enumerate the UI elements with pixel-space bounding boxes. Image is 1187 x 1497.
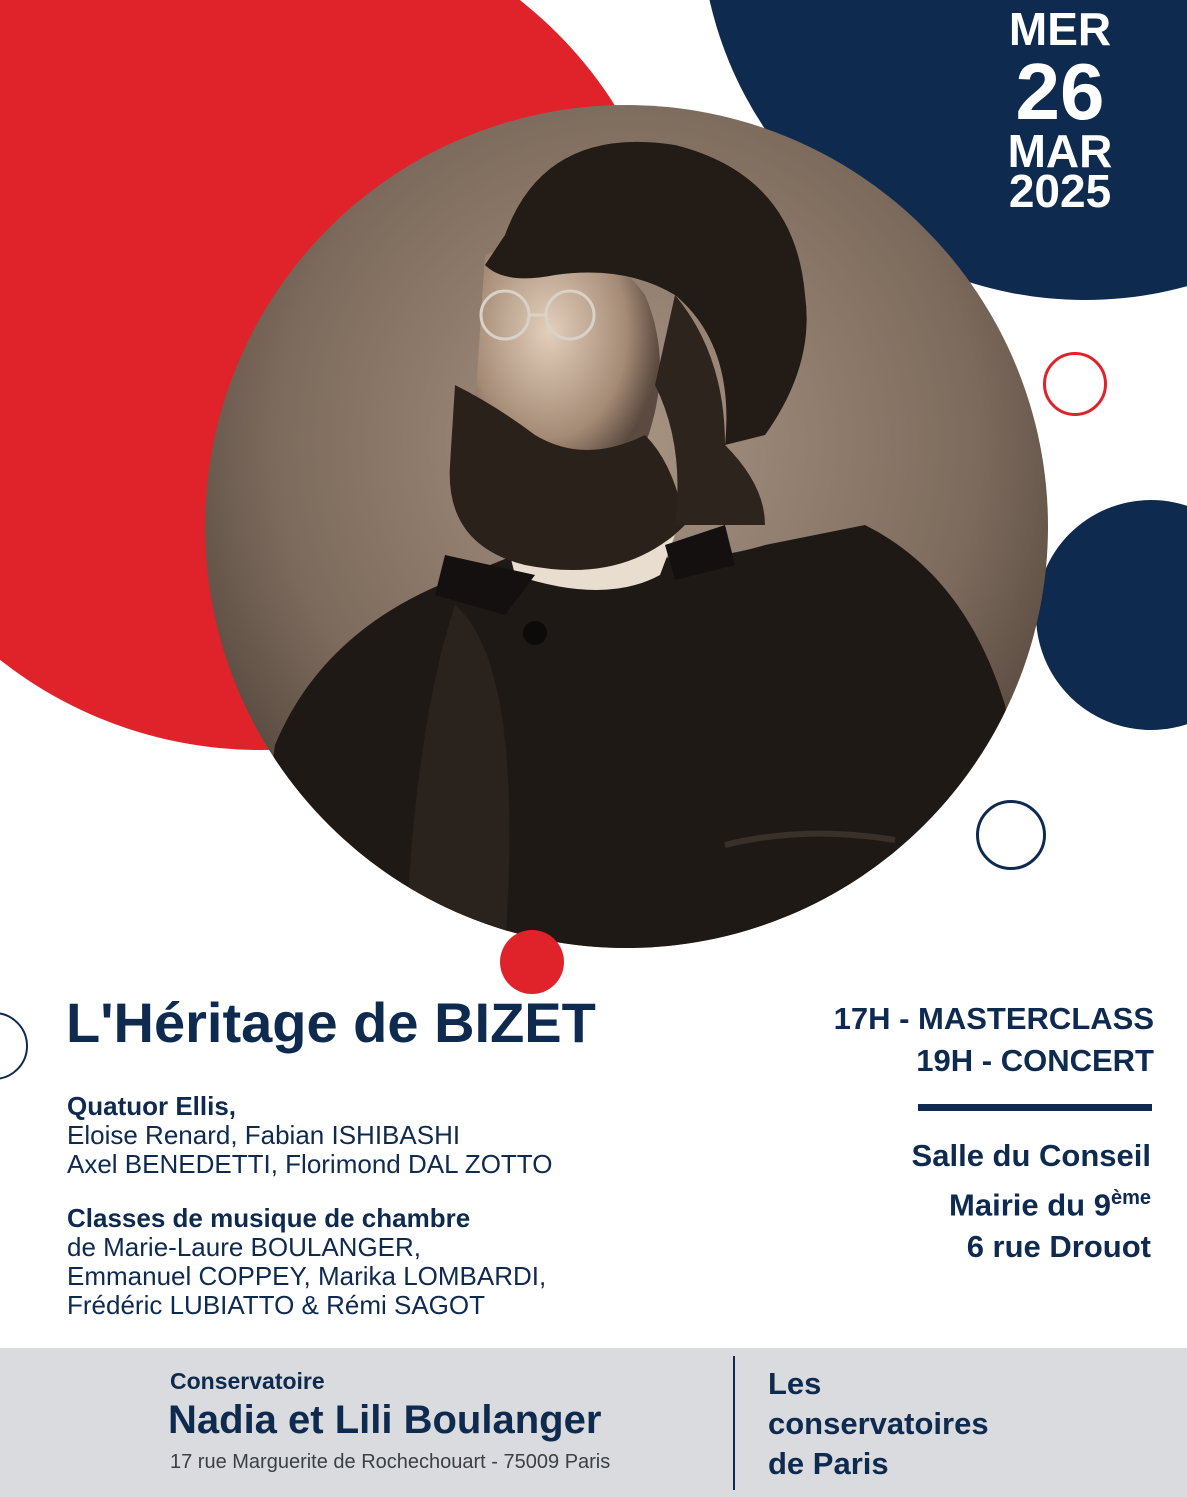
composer-portrait [205,105,1048,948]
classes-teachers-line: de Marie-Laure BOULANGER, [67,1232,422,1262]
classes-teachers-line: Emmanuel COPPEY, Marika LOMBARDI, [67,1261,547,1291]
divider-line [918,1104,1152,1111]
venue-hall [912,1177,1151,1226]
venue-hall-text: Mairie du 9 [949,1187,1111,1223]
date-weekday: MER [1008,3,1112,55]
network-line: de Paris [768,1446,889,1481]
navy-ring-decor [976,800,1046,870]
venue [912,1135,1151,1268]
navy-decor-circle-right [1036,500,1187,730]
classes-heading: Classes de musique de chambre [67,1203,471,1233]
ensemble-members-line: Eloise Renard, Fabian ISHIBASHI [67,1120,461,1150]
performers-block [67,1092,552,1179]
navy-ring-decor-left [0,1012,28,1080]
footer-label: Conservatoire [170,1368,325,1394]
network-line: Les [768,1366,822,1401]
event-title: L'Héritage de BIZET [66,991,596,1054]
portrait-image [205,105,1048,948]
conservatoire-address: 17 rue Marguerite de Rochechouart - 75009 Paris [170,1451,611,1473]
date-year: 2025 [1008,165,1112,217]
classes-block [67,1204,546,1320]
footer-separator [733,1356,735,1490]
ensemble-name: Quatuor Ellis, [67,1091,237,1121]
event-date [985,3,1135,217]
date-month: MAR [1007,125,1113,177]
red-ring-decor [1043,352,1107,416]
footer [0,1348,1187,1497]
ensemble-members-line: Axel BENEDETTI, Florimond DAL ZOTTO [67,1149,553,1179]
venue-hall-suffix: ème [1110,1187,1151,1209]
venue-room: Salle du Conseil [911,1138,1151,1173]
venue-address: 6 rue Drouot [966,1229,1151,1265]
conservatoire-name: Nadia et Lili Boulanger [168,1398,602,1442]
schedule-concert: 19H - CONCERT [916,1043,1154,1078]
network-line: conservatoires [768,1406,989,1441]
red-dot-decor [500,930,564,994]
schedule [834,998,1154,1082]
schedule-masterclass: 17H - MASTERCLASS [833,1001,1154,1036]
date-day: 26 [1015,47,1105,136]
network-logo-text [768,1364,989,1484]
classes-teachers-line: Frédéric LUBIATTO & Rémi SAGOT [67,1290,486,1320]
